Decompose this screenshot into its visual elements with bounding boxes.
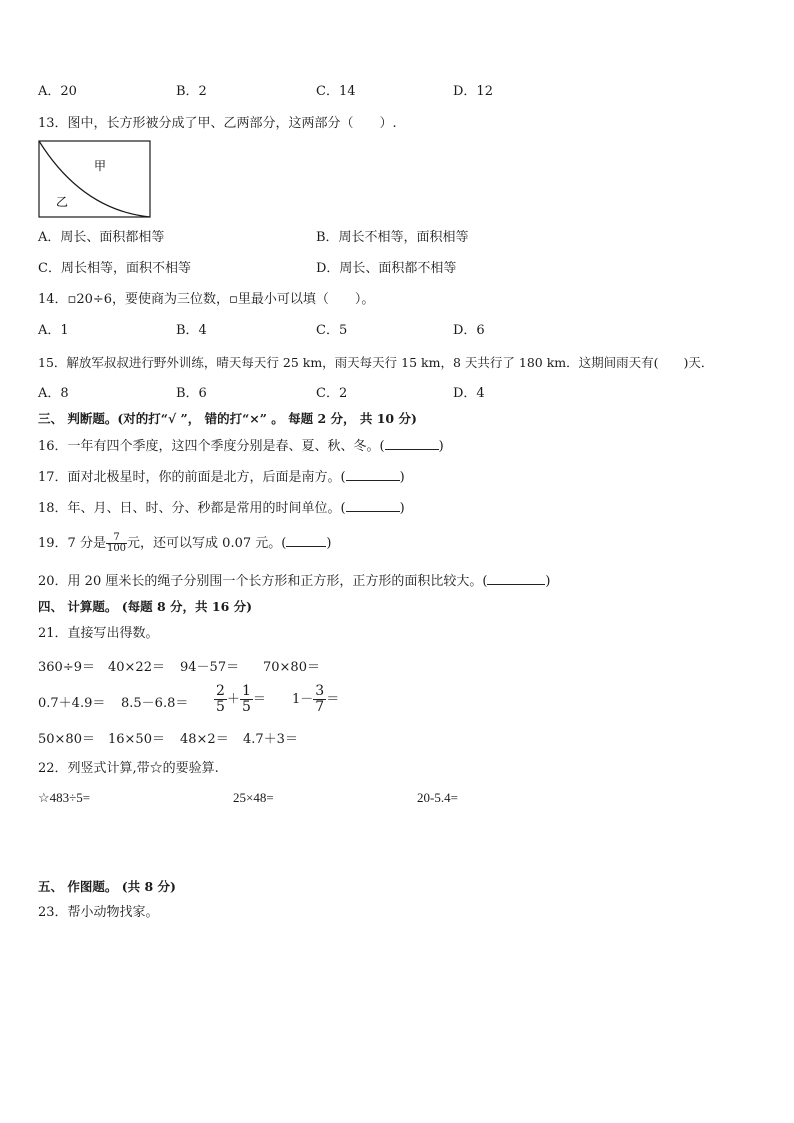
q22-item-3: 20-5.4=: [417, 790, 458, 805]
q13-option-d: D．周长、面积都不相等: [316, 261, 457, 276]
q14-question: 14．▫20÷6，要使商为三位数，▫里最小可以填（ ）。: [38, 292, 375, 307]
q21-calc-2: 40×22＝: [108, 660, 165, 675]
q12-option-c: C．14: [316, 84, 356, 99]
q13-question: 13．图中，长方形被分成了甲、乙两部分，这两部分（ ）.: [38, 116, 397, 131]
q15-option-b: B．6: [176, 386, 207, 401]
q12-option-b: B．2: [176, 84, 207, 99]
q14-option-d: D．6: [453, 323, 485, 338]
q19-statement: 19．7 分是 $\frac{7}{100}$ 元，还可以写成 0.07 元。( ): [38, 532, 332, 554]
q14-option-a: A．1: [38, 323, 69, 338]
q21-calc-9: 48×2＝: [180, 732, 229, 747]
q18-answer-blank[interactable]: [346, 499, 400, 512]
q19-fraction: $\frac{7}{100}$: [106, 532, 127, 554]
q19-answer-blank[interactable]: [286, 534, 326, 547]
q21-calc-10: 4.7＋3＝: [243, 732, 298, 747]
q20-answer-blank[interactable]: [487, 572, 545, 585]
q13-option-a: A．周长、面积都相等: [38, 230, 165, 245]
q21-calc-4: 70×80＝: [263, 660, 320, 675]
q15-option-c: C．2: [316, 386, 348, 401]
q15-question: 15．解放军叔叔进行野外训练，晴天每天行 25 km，雨天每天行 15 km，8 天共行了 180 km．这期间雨天有( )天．: [38, 355, 714, 370]
q12-option-a: A．20: [38, 84, 77, 99]
q23-question: 23．帮小动物找家。: [38, 905, 159, 920]
q21-calc-6: 8.5－6.8＝: [121, 696, 189, 711]
q13-option-c: C．周长相等，面积不相等: [38, 261, 191, 276]
section-4-heading: 四、 计算题。 (每题 8 分，共 16 分): [38, 599, 253, 614]
q14-option-b: B．4: [176, 323, 207, 338]
q13-option-b: B．周长不相等，面积相等: [316, 230, 469, 245]
section-5-heading: 五、 作图题。 (共 8 分): [38, 879, 176, 894]
q14-option-c: C．5: [316, 323, 348, 338]
section-3-heading: 三、 判断题。(对的打“√ ”， 错的打“×” 。 每题 2 分， 共 10 分): [38, 411, 417, 426]
q18-statement: 18．年、月、日、时、分、秒都是常用的时间单位。( ): [38, 501, 405, 516]
q16-answer-blank[interactable]: [385, 437, 439, 450]
q17-statement: 17．面对北极星时，你的前面是北方，后面是南方。( ): [38, 470, 405, 485]
q22-question: 22．列竖式计算,带☆的要验算.: [38, 761, 219, 776]
q12-option-d: D．12: [453, 84, 493, 99]
q21-calc-1: 360÷9＝: [38, 660, 95, 675]
q16-statement: 16．一年有四个季度，这四个季度分别是春、夏、秋、冬。( ): [38, 439, 444, 454]
q21-calc-5: 0.7＋4.9＝: [38, 696, 106, 711]
q22-item-2: 25×48=: [233, 790, 274, 805]
q17-answer-blank[interactable]: [346, 468, 400, 481]
q21-calc-7: 50×80＝: [38, 732, 95, 747]
q15-option-d: D．4: [453, 386, 485, 401]
q22-item-1: ☆483÷5=: [38, 790, 91, 805]
label-jia: 甲: [94, 159, 107, 173]
label-yi: 乙: [56, 195, 69, 209]
q21-calc-8: 16×50＝: [108, 732, 165, 747]
q20-statement: 20．用 20 厘米长的绳子分别围一个长方形和正方形，正方形的面积比较大。( ): [38, 574, 551, 589]
q21-question: 21．直接写出得数。: [38, 626, 159, 641]
q21-calc-fraction-diff: 1－ $\frac{3}{7}$ ＝: [292, 682, 340, 715]
q13-rectangle-figure: [38, 140, 152, 220]
q21-calc-fraction-sum: $\frac{2}{5}$ ＋ $\frac{1}{5}$ ＝: [216, 682, 266, 715]
q15-option-a: A．8: [38, 386, 69, 401]
q21-calc-3: 94－57＝: [180, 660, 240, 675]
